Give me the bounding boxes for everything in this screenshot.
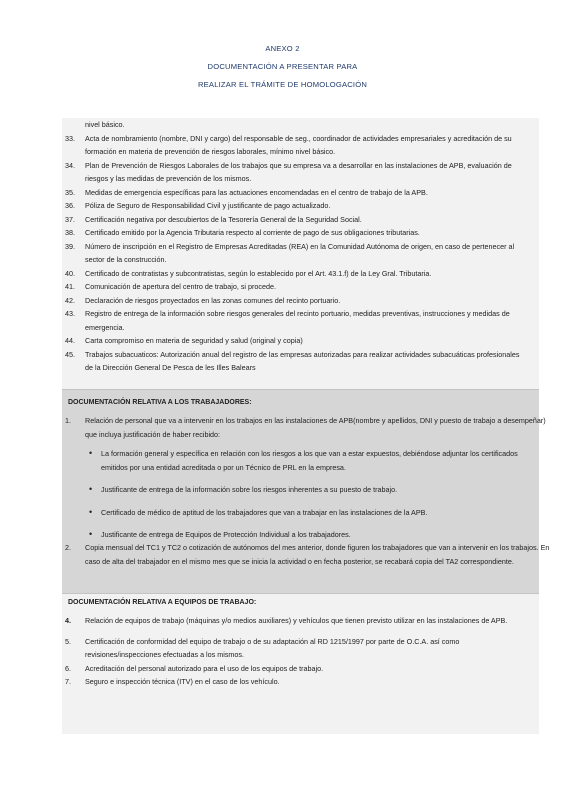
item-text: Trabajos subacuaticos: Autorización anual del registro de las empresas autorizadas para realizar actividades subacuáticas profesionales de la Dirección General De Pesca de les Illes Balears	[85, 349, 520, 372]
item-number: 1.	[65, 416, 71, 425]
bullet-item	[62, 483, 532, 497]
list-item	[62, 294, 539, 308]
list-item	[62, 348, 539, 375]
item-number: 37.	[65, 214, 75, 224]
item-text: Número de inscripción en el Registro de Empresas Acreditadas (REA) en la Comunidad Autónoma de origen, en caso de pertenecer al sector de la construcción.	[85, 241, 515, 264]
item-text: nivel básico.	[85, 120, 125, 129]
workers-section-title: DOCUMENTACIÓN RELATIVA A LOS TRABAJADORES:	[68, 399, 252, 406]
bullet-text: Certificado de médico de aptitud de los trabajadores que van a trabajar en las instalaciones de la APB.	[101, 507, 428, 517]
list-item	[62, 199, 539, 213]
bullet-item	[62, 506, 532, 520]
annex-title: ANEXO 2	[265, 44, 300, 53]
bullet-icon: •	[89, 529, 93, 539]
document-header	[0, 40, 565, 94]
item-number: 5.	[65, 636, 71, 646]
bullet-item	[62, 528, 532, 542]
bullet-item	[62, 447, 532, 474]
list-item	[62, 307, 539, 334]
item-number: 40.	[65, 268, 75, 278]
item-number: 43.	[65, 309, 75, 318]
list-item	[62, 159, 539, 186]
list-item	[62, 635, 539, 662]
item-text: Plan de Prevención de Riesgos Laborales de los trabajos que su empresa va a desarrollar en las instalaciones de APB, evaluación de riesgos y las medidas de prevención de los mismos.	[85, 160, 512, 183]
list-item	[62, 267, 539, 281]
company-documents-list	[62, 118, 539, 375]
item-number: 36.	[65, 201, 75, 210]
item-number: 34.	[65, 160, 75, 170]
bullet-text: Justificante de entrega de Equipos de Protección Individual a los trabajadores.	[101, 530, 351, 539]
bullet-icon: •	[89, 506, 93, 517]
list-item	[62, 132, 539, 159]
item-text: Acta de nombramiento (nombre, DNI y cargo) del responsable de seg., coordinador de actividades empresariales y acreditación de su formación en materia de prevención de riesgos laborales, mínimo nivel básico.	[85, 133, 512, 156]
item-text: Comunicación de apertura del centro de trabajo, si procede.	[85, 282, 276, 291]
list-item	[62, 334, 539, 348]
item-text: Certificación negativa por descubiertos de la Tesorería General de la Seguridad Social.	[85, 214, 362, 224]
list-item	[62, 226, 539, 240]
list-item	[62, 675, 539, 689]
bullet-list	[62, 447, 532, 551]
item-number: 2.	[65, 543, 71, 552]
item-text: Póliza de Seguro de Responsabilidad Civil y justificante de pago actualizado.	[85, 201, 331, 210]
item-text: Copia mensual del TC1 y TC2 o cotización de autónomos del mes anterior, donde figuren los trabajadores que van a intervenir en los trabajos. En caso de alta del trabajador en el mismo mes que se inicia la actividad o en fecha posterior, se recabará copia del TA2 correspondiente.	[85, 543, 550, 566]
item-text: Medidas de emergencia específicas para las actuaciones encomendadas en el centro de trabajo de la APB.	[85, 187, 428, 197]
item-number: 45.	[65, 349, 75, 359]
item-text: Acreditación del personal autorizado para el uso de los equipos de trabajo.	[85, 663, 324, 673]
item-text: Relación de equipos de trabajo (máquinas y/o medios auxiliares) y vehículos que tienen previsto utilizar en las instalaciones de APB.	[85, 616, 508, 625]
bullet-icon: •	[89, 448, 93, 458]
list-item	[62, 118, 539, 132]
list-item	[62, 280, 539, 294]
item-text: Carta compromiso en materia de seguridad y salud (original y copia)	[85, 336, 303, 345]
equipment-documents-list	[62, 614, 539, 689]
bullet-text: La formación general y específica en relación con los riesgos a los que van a estar expuestos, debiéndose adjuntar los certificados emitidos por una entidad acreditada o por un Técnico de PRL en la empresa.	[101, 449, 518, 472]
item-text: Certificación de conformidad del equipo de trabajo o de su adaptación al RD 1215/1997 por parte de O.C.A. así como revisiones/inspecciones efectuadas a los mismos.	[85, 636, 460, 659]
bullet-icon: •	[89, 484, 93, 494]
item-number: 42.	[65, 295, 75, 305]
list-item	[62, 213, 539, 227]
item-text: Certificado de contratistas y subcontratistas, según lo establecido por el Art. 43.1.f) de la Ley Gral. Tributaria.	[85, 268, 432, 278]
item-number: 33.	[65, 133, 75, 143]
item-text: Declaración de riesgos proyectados en las zonas comunes del recinto portuario.	[85, 295, 341, 305]
annex-subtitle-2: REALIZAR EL TRÁMITE DE HOMOLOGACIÓN	[197, 80, 368, 89]
item-text: Registro de entrega de la información sobre riesgos generales del recinto portuario, medidas preventivas, instrucciones y medidas de emergencia.	[85, 309, 510, 332]
bullet-text: Justificante de entrega de la información sobre los riesgos inherentes a su puesto de trabajo.	[101, 485, 398, 494]
item-text: Relación de personal que va a intervenir en los trabajos en las instalaciones de APB(nombre y apellidos, DNI y puesto de trabajo a desempeñar) que incluya justificación de haber recibido:	[85, 416, 546, 439]
list-item	[62, 240, 539, 267]
item-number: 4.	[65, 616, 71, 625]
list-item	[62, 186, 539, 200]
item-number: 41.	[65, 282, 75, 291]
annex-subtitle: DOCUMENTACIÓN A PRESENTAR PARA	[207, 62, 358, 71]
item-number: 39.	[65, 241, 75, 251]
workers-section	[62, 389, 550, 594]
list-item	[62, 414, 565, 441]
list-item	[62, 541, 565, 568]
list-item	[62, 662, 539, 676]
list-item	[62, 614, 539, 628]
equipment-section-title: DOCUMENTACIÓN RELATIVA A EQUIPOS DE TRABAJO:	[68, 599, 257, 606]
item-number: 44.	[65, 336, 75, 345]
item-text: Seguro e inspección técnica (ITV) en el caso de los vehículo.	[85, 677, 280, 686]
item-number: 6.	[65, 663, 71, 673]
item-number: 35.	[65, 187, 75, 197]
item-number: 38.	[65, 228, 75, 237]
item-number: 7.	[65, 677, 71, 686]
item-text: Certificado emitido por la Agencia Tributaria respecto al corriente de pago de sus obligaciones tributarias.	[85, 228, 420, 237]
